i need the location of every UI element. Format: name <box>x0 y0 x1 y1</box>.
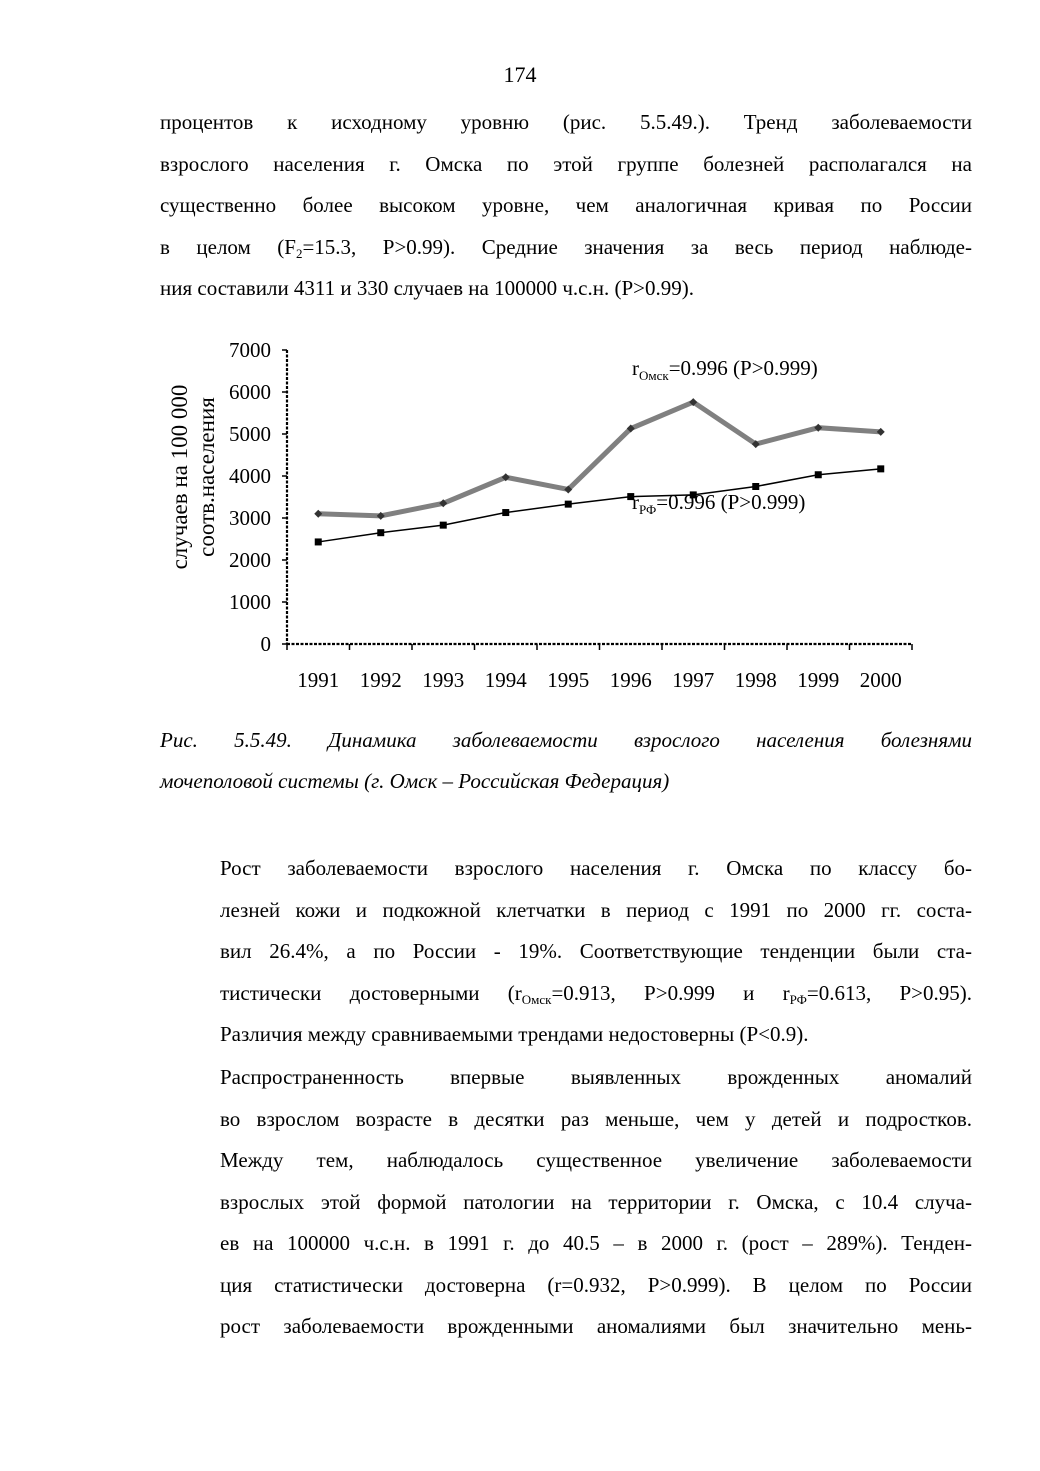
subscript: Омск <box>521 991 552 1007</box>
data-point-rf <box>502 509 509 516</box>
paragraph-3 <box>160 1057 972 1348</box>
page-number: 174 <box>503 62 537 87</box>
y-tick-label: 4000 <box>229 464 271 488</box>
data-point-rf <box>440 522 447 529</box>
subscript: РФ <box>789 991 807 1007</box>
text-fragment: =0.913, P>0.999 и r <box>551 980 790 1005</box>
text-line: существенно более высоком уровне, чем аналогичная кривая по России <box>160 193 972 217</box>
text-line: Различия между сравниваемыми трендами недостоверны (P<0.9). <box>220 1022 809 1046</box>
y-tick-label: 5000 <box>229 422 271 446</box>
annotation-rf: $r_{РФ}=0.996$ (P>0.999) <box>632 490 806 517</box>
text-line: во взрослом возрасте в десятки раз меньше, чем у детей и подростков. <box>220 1106 972 1131</box>
text-line: процентов к исходному уровню (рис. 5.5.49.). Тренд заболеваемости <box>160 110 972 134</box>
data-point-rf <box>377 529 384 536</box>
x-tick-label: 1994 <box>484 668 527 692</box>
x-tick-label: 1999 <box>797 668 840 692</box>
data-point-rf <box>877 465 884 472</box>
y-tick-label: 2000 <box>229 548 271 572</box>
x-tick-label: 1995 <box>547 668 590 692</box>
text-line: взрослого населения г. Омска по этой группе болезней располагался на <box>160 151 972 176</box>
caption-line: мочеполовой системы (г. Омск – Российская Федерация) <box>160 769 670 793</box>
y-axis-label: соотв.населения <box>194 397 219 557</box>
text-line: вил 26.4%, а по России - 19%. Соответствующие тенденции были ста- <box>220 939 972 963</box>
x-tick-label: 1993 <box>422 668 465 692</box>
x-tick-label: 1992 <box>359 668 402 692</box>
data-point-omsk <box>314 510 322 518</box>
annotation-omsk: $r_{Омск}=0.996$ (P>0.999) <box>632 356 818 383</box>
y-tick-label: 6000 <box>229 380 271 404</box>
caption-line: Рис. 5.5.49. Динамика заболеваемости взрослого населения болезнями <box>160 728 972 752</box>
data-point-rf <box>315 538 322 545</box>
x-tick-label: 2000 <box>859 668 902 692</box>
text-line <box>160 973 972 1015</box>
y-tick-label: 1000 <box>229 590 271 614</box>
text-fragment: =15.3, P>0.99). Средние значения за весь период наблюде- <box>302 234 972 259</box>
text-fragment: в целом (F <box>160 234 296 259</box>
y-tick-label: 3000 <box>229 506 271 530</box>
text-line: ния составили 4311 и 330 случаев на 100000 ч.с.н. (P>0.99). <box>160 276 694 300</box>
text-line: лезней кожи и подкожной клетчатки в период с 1991 по 2000 гг. соста- <box>220 897 972 922</box>
x-tick-label: 1996 <box>609 668 652 692</box>
x-tick-label: 1998 <box>734 668 777 692</box>
data-point-omsk <box>877 428 885 436</box>
data-point-rf <box>752 483 759 490</box>
text-line: рост заболеваемости врожденными аномалиями был значительно мень- <box>220 1314 972 1338</box>
text-line: Рост заболеваемости взрослого населения г. Омска по классу бо- <box>220 856 972 880</box>
x-tick-label: 1997 <box>672 668 715 692</box>
chart-svg <box>160 330 940 700</box>
text-line: взрослых этой формой патологии на территории г. Омска, с 10.4 случа- <box>220 1189 972 1214</box>
data-point-rf <box>565 501 572 508</box>
y-tick-label: 0 <box>260 632 271 656</box>
text-line: ев на 100000 ч.с.н. в 1991 г. до 40.5 – в 2000 г. (рост – 289%). Тенден- <box>220 1231 972 1255</box>
text-fragment: =0.613, P>0.95). <box>806 980 972 1005</box>
paragraph-2 <box>160 848 972 1056</box>
y-tick-label: 7000 <box>229 338 271 362</box>
text-line: Между тем, наблюдалось существенное увеличение заболеваемости <box>220 1148 972 1172</box>
x-tick-label: 1991 <box>297 668 340 692</box>
data-point-rf <box>815 471 822 478</box>
chart <box>160 330 940 700</box>
text-line <box>160 227 972 269</box>
figure-caption <box>160 720 972 802</box>
text-line: Распространенность впервые выявленных врожденных аномалий <box>220 1065 972 1089</box>
paragraph-1 <box>160 102 972 310</box>
text-fragment: тистически достоверными (r <box>220 980 522 1005</box>
text-line: ция статистически достоверна (r=0.932, P>0.999). В целом по России <box>220 1272 972 1297</box>
subscript: 2 <box>295 245 303 261</box>
y-axis-label: случаев на 100 000 <box>167 384 192 570</box>
